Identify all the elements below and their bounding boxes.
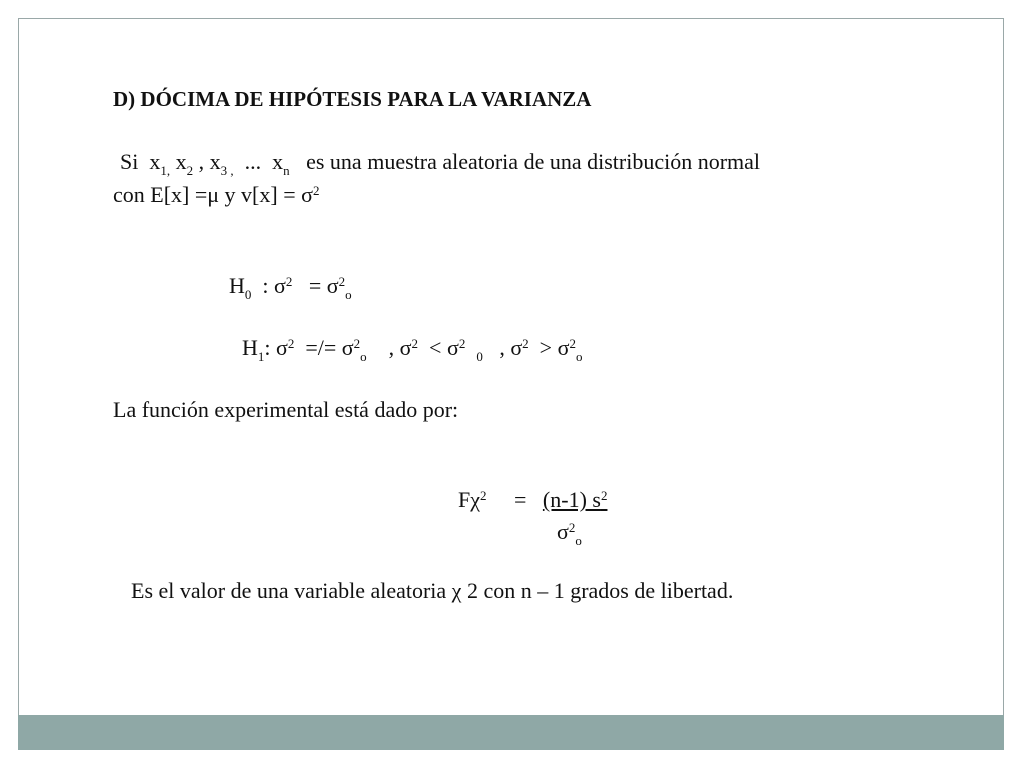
formula-line: $F\chi^2$ = (n-1) $s^2$ (458, 487, 608, 512)
intro-line-2: con E[x] =μ y $v[x] = \sigma^2$ (113, 182, 320, 207)
intro-xn: $x_n$ (272, 149, 290, 178)
intro-line-1: Si $x_{1,}$ $x_2$ , $x_{3 ,}$ ... $x_n$ es una muestra aleatoria de una distribución normal (120, 149, 761, 178)
intro-x1: $x_{1,}$ (149, 149, 171, 178)
footer-bar (18, 715, 1004, 750)
formula-denominator: $\sigma^2_o$ (557, 519, 582, 548)
slide-frame (18, 18, 1004, 749)
function-text: La función experimental está dado por: (113, 397, 459, 422)
intro-x2: $x_2$ (175, 149, 194, 178)
heading: D) DÓCIMA DE HIPÓTESIS PARA LA VARIANZA (113, 87, 592, 111)
intro-x3: $x_{3 ,}$ (209, 149, 234, 178)
intro-si: Si (120, 149, 139, 174)
hypothesis-h0: $H_0$ : $\sigma^2$ = $\sigma^2_o$ (229, 273, 352, 302)
intro-rest: es una muestra aleatoria de una distribución normal (306, 149, 761, 174)
hypothesis-h1: $H_1$: $\sigma^2$ =/= $\sigma^2_o$ , $\sigma^2 < \sigma^2$ $_0$ , $\sigma^2 > \sigma^2_o$ (242, 335, 583, 364)
conclusion-text: Es el valor de una variable aleatoria χ 2 con n – 1 grados de libertad. (131, 578, 734, 603)
